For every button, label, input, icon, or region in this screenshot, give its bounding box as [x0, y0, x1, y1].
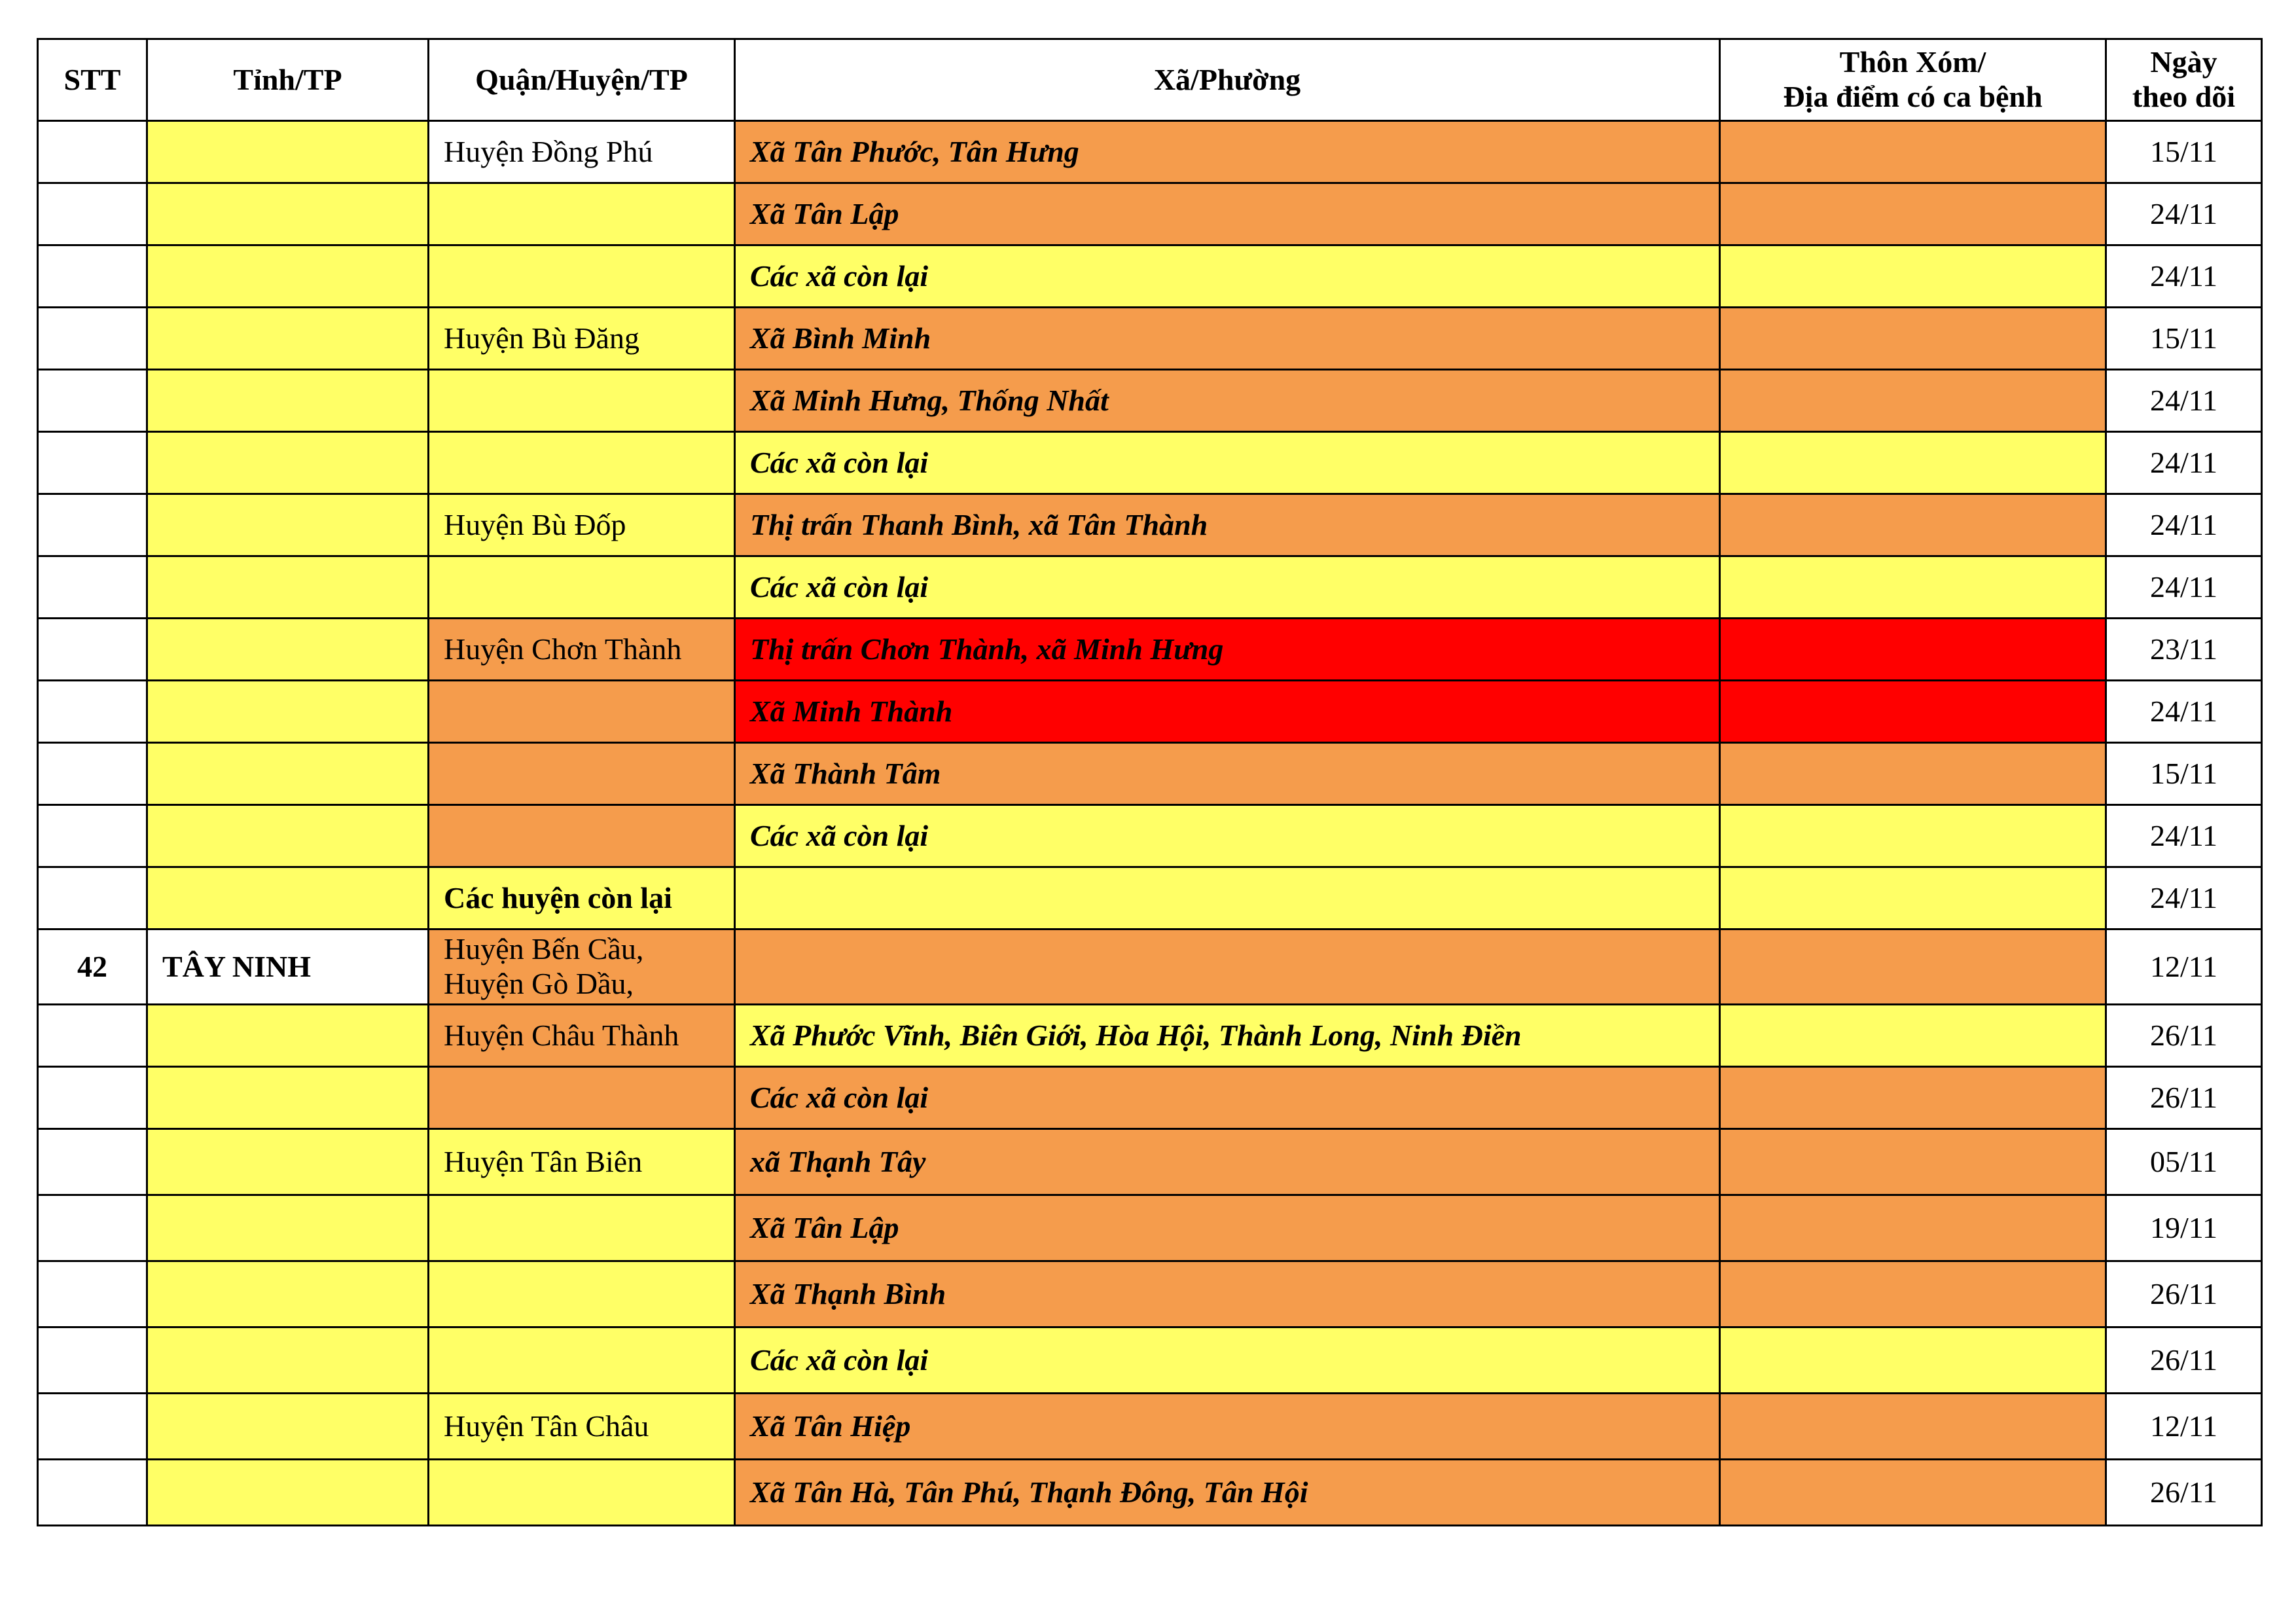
cell-ward: Thị trấn Thanh Bình, xã Tân Thành [735, 494, 1720, 556]
cell-hamlet [1720, 805, 2106, 867]
cell-date: 05/11 [2106, 1129, 2262, 1195]
cell-province [147, 494, 429, 556]
cell-hamlet [1720, 245, 2106, 308]
cell-date: 24/11 [2106, 805, 2262, 867]
cell-date: 24/11 [2106, 494, 2262, 556]
cell-date: 19/11 [2106, 1195, 2262, 1261]
cell-ward: Xã Tân Lập [735, 183, 1720, 245]
cell-date: 24/11 [2106, 245, 2262, 308]
cell-ward: Xã Tân Lập [735, 1195, 1720, 1261]
cell-ward: Xã Thạnh Bình [735, 1261, 1720, 1327]
cell-date: 12/11 [2106, 1394, 2262, 1460]
cell-date: 12/11 [2106, 929, 2262, 1005]
cell-ward: Các xã còn lại [735, 432, 1720, 494]
table-row [38, 556, 2262, 619]
cell-district [429, 867, 735, 929]
cell-date: 26/11 [2106, 1067, 2262, 1129]
cell-stt [38, 370, 147, 432]
cell-ward: Các xã còn lại [735, 245, 1720, 308]
district-name: Các huyện còn lại [444, 880, 672, 914]
cell-province [147, 556, 429, 619]
header-ward: Xã/Phường [735, 39, 1720, 121]
cell-province [147, 1261, 429, 1327]
district-name: Huyện Chơn Thành [444, 632, 682, 666]
cell-date: 26/11 [2106, 1261, 2262, 1327]
cell-province [147, 743, 429, 805]
cell-ward: Xã Minh Thành [735, 681, 1720, 743]
cell-ward: Xã Tân Hà, Tân Phú, Thạnh Đông, Tân Hội [735, 1460, 1720, 1526]
table-row [38, 432, 2262, 494]
cell-hamlet [1720, 370, 2106, 432]
cell-stt [38, 681, 147, 743]
cell-ward: Xã Tân Hiệp [735, 1394, 1720, 1460]
cell-ward: Các xã còn lại [735, 1067, 1720, 1129]
cell-ward: Xã Bình Minh [735, 308, 1720, 370]
table-row [38, 1460, 2262, 1526]
cell-hamlet [1720, 929, 2106, 1005]
cell-stt [38, 245, 147, 308]
table-row [38, 619, 2262, 681]
cell-district [429, 245, 735, 308]
cell-province [147, 432, 429, 494]
cell-date: 15/11 [2106, 743, 2262, 805]
cell-province [147, 308, 429, 370]
cell-district [429, 432, 735, 494]
cell-stt [38, 1327, 147, 1394]
cell-province [147, 245, 429, 308]
table-row [38, 183, 2262, 245]
cell-ward [735, 867, 1720, 929]
table-row [38, 867, 2262, 929]
cell-province [147, 1005, 429, 1067]
cell-ward: Xã Thành Tâm [735, 743, 1720, 805]
cell-ward: Thị trấn Chơn Thành, xã Minh Hưng [735, 619, 1720, 681]
cell-province: TÂY NINH [147, 929, 429, 1005]
cell-province [147, 681, 429, 743]
cell-hamlet [1720, 494, 2106, 556]
cell-province [147, 805, 429, 867]
cell-hamlet [1720, 1460, 2106, 1526]
header-hamlet [1720, 39, 2106, 121]
table-row [38, 494, 2262, 556]
header-date-line1: Ngày [2150, 45, 2217, 79]
cell-stt [38, 1005, 147, 1067]
header-province: Tỉnh/TP [147, 39, 429, 121]
table-row [38, 121, 2262, 183]
cell-district [429, 494, 735, 556]
cell-province [147, 183, 429, 245]
cell-hamlet [1720, 183, 2106, 245]
cell-district [429, 1327, 735, 1394]
table-row [38, 1067, 2262, 1129]
cell-stt [38, 1129, 147, 1195]
cell-hamlet [1720, 1394, 2106, 1460]
cell-hamlet [1720, 432, 2106, 494]
cell-ward: Các xã còn lại [735, 1327, 1720, 1394]
header-hamlet-line1: Thôn Xóm/ [1839, 45, 1986, 79]
cell-province [147, 1394, 429, 1460]
cell-district [429, 805, 735, 867]
cell-district [429, 556, 735, 619]
district-name: Huyện Bù Đăng [444, 321, 639, 355]
cell-district [429, 681, 735, 743]
cell-date: 24/11 [2106, 681, 2262, 743]
table-row [38, 308, 2262, 370]
table-row [38, 1129, 2262, 1195]
cell-district [429, 183, 735, 245]
table-row [38, 929, 2262, 1005]
header-stt: STT [38, 39, 147, 121]
cell-ward: Xã Minh Hưng, Thống Nhất [735, 370, 1720, 432]
zone-table [37, 38, 2263, 1526]
table-row [38, 245, 2262, 308]
cell-district [429, 1129, 735, 1195]
cell-district [429, 619, 735, 681]
district-name: Huyện Bến Cầu, [444, 932, 644, 966]
cell-stt [38, 805, 147, 867]
cell-stt [38, 432, 147, 494]
table-body [38, 121, 2262, 1526]
table-row [38, 1261, 2262, 1327]
cell-province [147, 1067, 429, 1129]
table-row [38, 743, 2262, 805]
cell-stt [38, 121, 147, 183]
cell-date: 26/11 [2106, 1327, 2262, 1394]
cell-stt [38, 308, 147, 370]
district-name: Huyện Tân Châu [444, 1409, 649, 1443]
table-row [38, 1005, 2262, 1067]
cell-hamlet [1720, 743, 2106, 805]
cell-hamlet [1720, 556, 2106, 619]
table-row [38, 1394, 2262, 1460]
cell-ward: xã Thạnh Tây [735, 1129, 1720, 1195]
header-hamlet-line2: Địa điểm có ca bệnh [1783, 80, 2043, 113]
cell-stt [38, 1394, 147, 1460]
cell-date: 24/11 [2106, 867, 2262, 929]
cell-date: 24/11 [2106, 183, 2262, 245]
cell-district [429, 121, 735, 183]
district-name-line2: Huyện Gò Dầu, [444, 967, 634, 1000]
cell-hamlet [1720, 1129, 2106, 1195]
district-name: Huyện Bù Đốp [444, 507, 626, 541]
cell-district [429, 929, 735, 1005]
table-row [38, 681, 2262, 743]
district-name: Huyện Tân Biên [444, 1144, 643, 1178]
cell-stt [38, 619, 147, 681]
cell-stt [38, 1460, 147, 1526]
cell-hamlet [1720, 681, 2106, 743]
cell-province [147, 370, 429, 432]
cell-date: 24/11 [2106, 370, 2262, 432]
cell-province [147, 1129, 429, 1195]
cell-date: 26/11 [2106, 1460, 2262, 1526]
cell-date: 15/11 [2106, 308, 2262, 370]
district-name: Huyện Đồng Phú [444, 134, 653, 168]
cell-hamlet [1720, 1195, 2106, 1261]
cell-hamlet [1720, 308, 2106, 370]
cell-stt [38, 1195, 147, 1261]
cell-district [429, 1261, 735, 1327]
cell-district [429, 1394, 735, 1460]
cell-district [429, 1195, 735, 1261]
cell-district [429, 370, 735, 432]
cell-date: 24/11 [2106, 432, 2262, 494]
cell-hamlet [1720, 1005, 2106, 1067]
cell-ward: Các xã còn lại [735, 805, 1720, 867]
table-row [38, 1327, 2262, 1394]
cell-hamlet [1720, 121, 2106, 183]
cell-hamlet [1720, 867, 2106, 929]
cell-date: 24/11 [2106, 556, 2262, 619]
cell-ward: Các xã còn lại [735, 556, 1720, 619]
table-row [38, 1195, 2262, 1261]
table-row [38, 370, 2262, 432]
cell-date: 15/11 [2106, 121, 2262, 183]
cell-district [429, 1067, 735, 1129]
cell-stt [38, 1067, 147, 1129]
cell-stt: 42 [38, 929, 147, 1005]
cell-stt [38, 743, 147, 805]
cell-date: 26/11 [2106, 1005, 2262, 1067]
header-date [2106, 39, 2262, 121]
cell-province [147, 1460, 429, 1526]
cell-district [429, 1005, 735, 1067]
cell-province [147, 1195, 429, 1261]
table-header-row [38, 39, 2262, 121]
cell-ward [735, 929, 1720, 1005]
cell-hamlet [1720, 1261, 2106, 1327]
cell-province [147, 1327, 429, 1394]
cell-stt [38, 183, 147, 245]
cell-hamlet [1720, 1067, 2106, 1129]
cell-date: 23/11 [2106, 619, 2262, 681]
cell-province [147, 619, 429, 681]
cell-stt [38, 494, 147, 556]
cell-ward: Xã Phước Vĩnh, Biên Giới, Hòa Hội, Thành Long, Ninh Điền [735, 1005, 1720, 1067]
cell-stt [38, 556, 147, 619]
cell-stt [38, 1261, 147, 1327]
cell-province [147, 121, 429, 183]
table-row [38, 805, 2262, 867]
header-district: Quận/Huyện/TP [429, 39, 735, 121]
cell-district [429, 1460, 735, 1526]
cell-province [147, 867, 429, 929]
header-date-line2: theo dõi [2132, 80, 2236, 113]
cell-ward: Xã Tân Phước, Tân Hưng [735, 121, 1720, 183]
cell-stt [38, 867, 147, 929]
cell-hamlet [1720, 619, 2106, 681]
district-name: Huyện Châu Thành [444, 1018, 679, 1052]
cell-district [429, 743, 735, 805]
cell-district [429, 308, 735, 370]
cell-hamlet [1720, 1327, 2106, 1394]
